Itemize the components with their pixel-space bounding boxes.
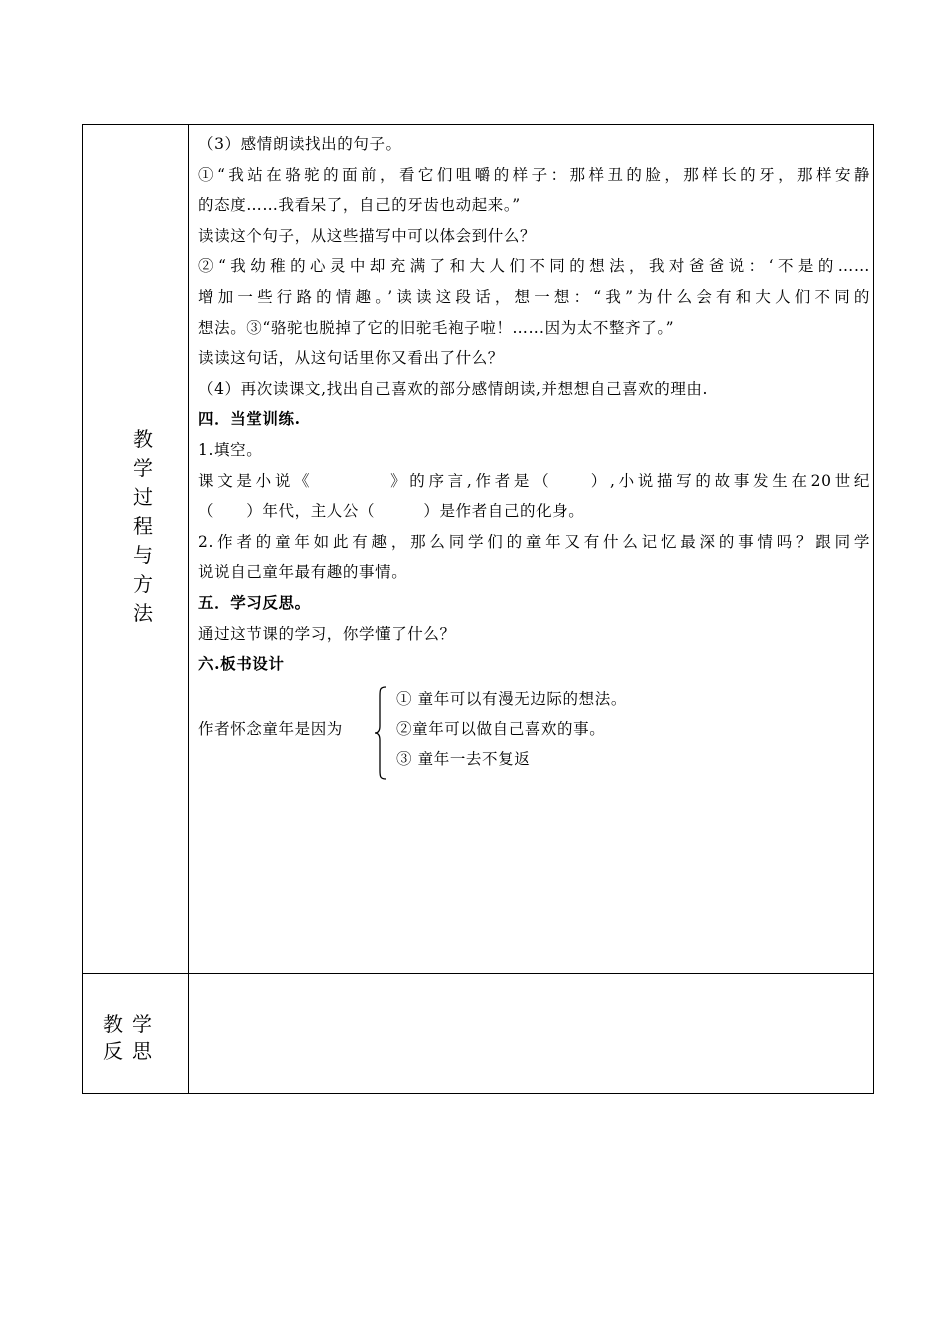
board-item: ① 童年可以有漫无边际的想法。 bbox=[396, 689, 627, 708]
text-line: ②“我幼稚的心灵中却充满了和大人们不同的想法，我对爸爸说：‘不是的…… bbox=[198, 257, 870, 276]
blackboard-design bbox=[198, 684, 870, 784]
row-divider bbox=[83, 973, 873, 974]
lesson-plan-table bbox=[82, 124, 874, 1094]
label-char: 过 bbox=[133, 485, 153, 509]
text-line: 1.填空。 bbox=[198, 440, 263, 459]
board-left-text: 作者怀念童年是因为 bbox=[198, 719, 343, 738]
curly-brace-icon bbox=[374, 686, 388, 780]
board-item: ③ 童年一去不复返 bbox=[396, 749, 531, 768]
text-line: 读读这句话，从这句话里你又看出了什么？ bbox=[198, 349, 504, 368]
text-line: 说说自己童年最有趣的事情。 bbox=[198, 563, 408, 582]
teaching-process-content bbox=[198, 129, 870, 784]
text-line: 想法。③“骆驼也脱掉了它的旧驼毛袍子啦！……因为太不整齐了。” bbox=[198, 318, 675, 337]
section-heading: 六.板书设计 bbox=[198, 654, 285, 674]
label-char: 教 bbox=[133, 427, 153, 451]
board-items bbox=[396, 684, 627, 774]
label-char: 方 bbox=[133, 572, 153, 596]
text-line: 2.作者的童年如此有趣，那么同学们的童年又有什么记忆最深的事情吗？跟同学 bbox=[198, 532, 870, 551]
row-label-teaching-process bbox=[131, 425, 155, 628]
text-line: （ ）年代，主人公（ ）是作者自己的化身。 bbox=[198, 502, 585, 521]
label-char: 与 bbox=[133, 543, 153, 567]
text-line: （4）再次读课文,找出自己喜欢的部分感情朗读,并想想自己喜欢的理由. bbox=[198, 379, 709, 398]
text-line: 的态度……我看呆了，自己的牙齿也动起来。” bbox=[198, 196, 521, 215]
text-line: 课文是小说《 》的序言,作者是（ ）,小说描写的故事发生在20世纪 bbox=[198, 471, 870, 490]
text-line: 增加一些行路的情趣。’读读这段话，想一想：“我”为什么会有和大人们不同的 bbox=[198, 287, 870, 306]
label-char: 法 bbox=[133, 601, 153, 625]
column-divider bbox=[188, 125, 189, 1093]
section-heading: 五．学习反思。 bbox=[198, 592, 311, 612]
label-char: 学 bbox=[133, 456, 153, 480]
row-label-reflection-line2: 反思 bbox=[103, 1039, 161, 1063]
board-item: ②童年可以做自己喜欢的事。 bbox=[396, 719, 606, 738]
text-line: （3）感情朗读找出的句子。 bbox=[198, 135, 402, 153]
section-heading: 四．当堂训练. bbox=[198, 409, 301, 429]
text-line: 通过这节课的学习，你学懂了什么？ bbox=[198, 624, 456, 643]
text-line: 读读这个句子，从这些描写中可以体会到什么？ bbox=[198, 226, 537, 245]
row-label-reflection-line1: 教学 bbox=[103, 1012, 161, 1036]
label-char: 程 bbox=[133, 514, 153, 538]
text-line: ①“我站在骆驼的面前，看它们咀嚼的样子：那样丑的脸，那样长的牙，那样安静 bbox=[198, 165, 870, 184]
